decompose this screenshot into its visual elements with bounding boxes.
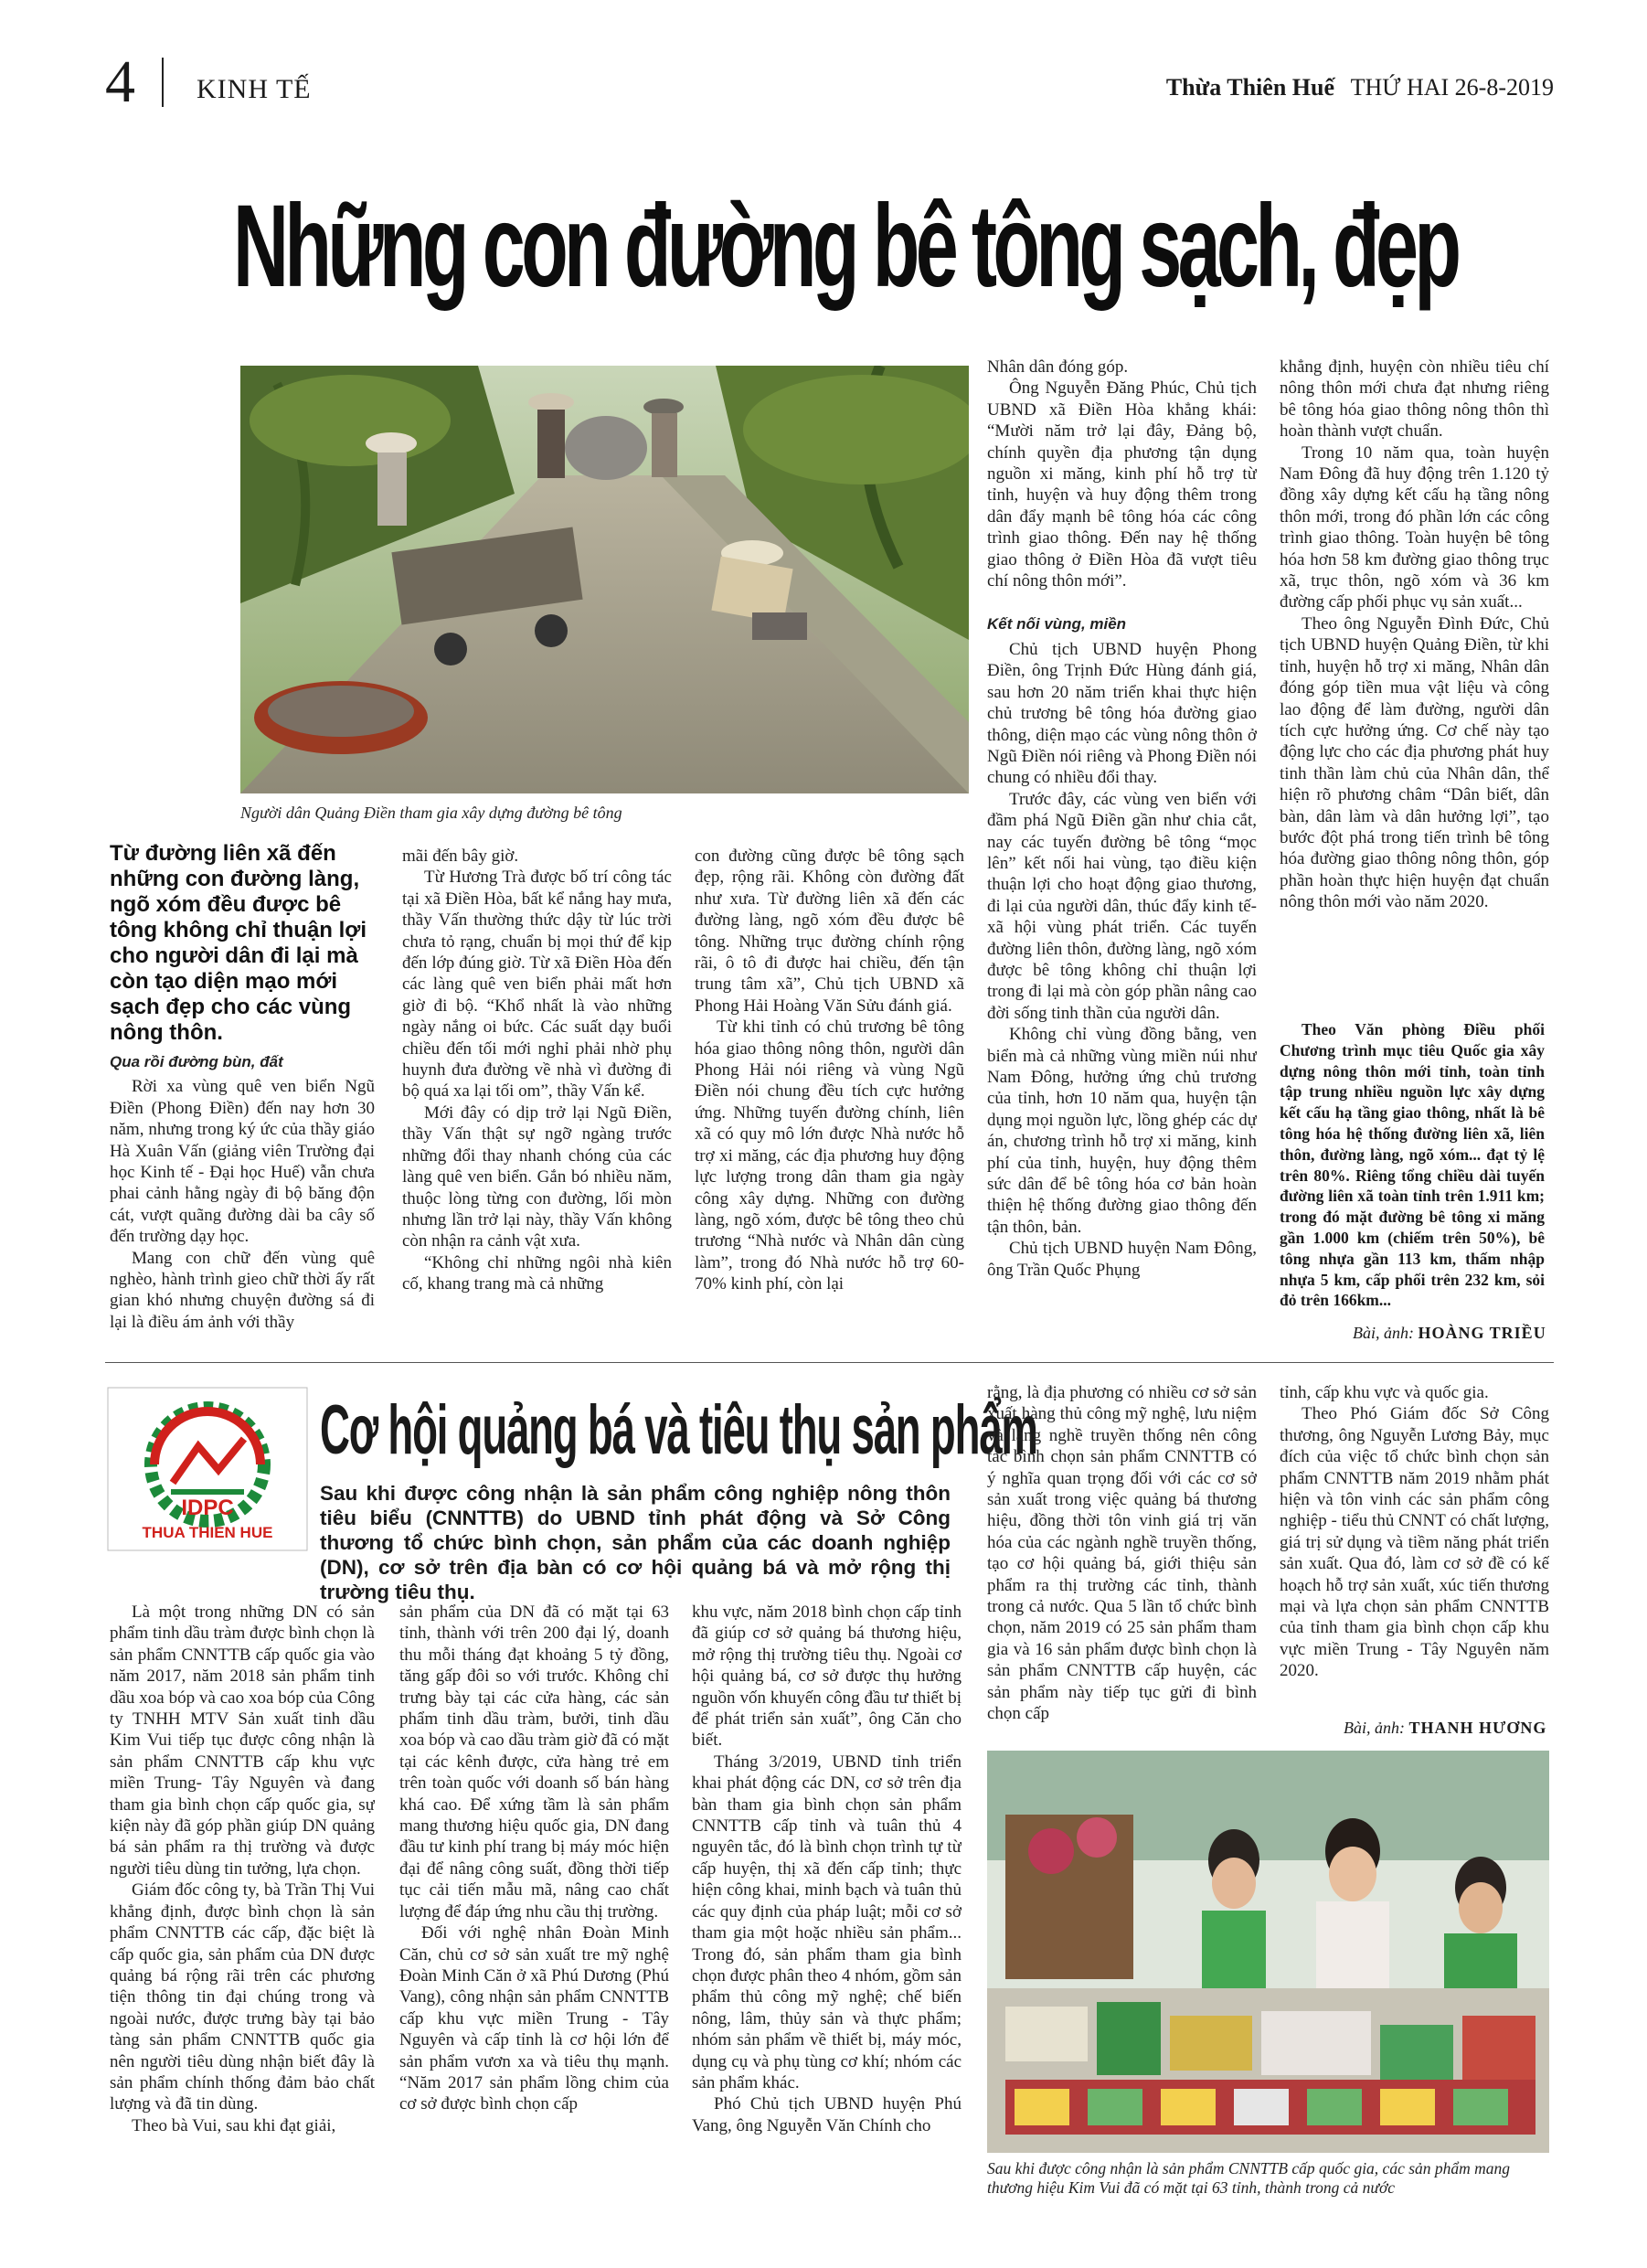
product-stall-illustration <box>987 1751 1549 2153</box>
article-1-headline: Những con đường bê tông sạch, đẹp <box>233 181 1458 312</box>
paragraph: Mang con chữ đến vùng quê nghèo, hành trình gieo chữ thời ấy rất gian khó nhưng chuyện đường sá đi lại là điều ám ảnh với thầy <box>110 1248 375 1332</box>
article-1-column-3 <box>695 846 964 1353</box>
paragraph: Chủ tịch UBND huyện Nam Đông, ông Trần Quốc Phụng <box>987 1239 1257 1280</box>
article-1-column-1 <box>110 1042 375 1344</box>
statistics-box <box>1280 1019 1545 1311</box>
paragraph: Phó Chủ tịch UBND huyện Phú Vang, ông Nguyễn Văn Chính cho <box>692 2094 962 2135</box>
paragraph: Rời xa vùng quê ven biển Ngũ Điền (Phong Điền) đến nay hơn 30 năm, nhưng trong ký ức của thầy giáo Hà Xuân Vấn (giảng viên Trường đại học Kinh tế - Đại học Huế) vẫn chưa phai cảnh hằng ngày đi bộ băng độn cát, vượt quãng đường dài ba cây số đến trường dạy học. <box>110 1077 375 1247</box>
product-stall-photo <box>987 1751 1549 2153</box>
article-2-column-5 <box>1280 1382 1549 1711</box>
page-header <box>105 50 1554 114</box>
article-2-photo-caption: Sau khi được công nhận là sản phẩm CNNTTB cấp quốc gia, các sản phẩm mang thương hiệu Kim Vui đã có mặt tại 63 tỉnh, thành trong cả nước <box>987 2159 1511 2197</box>
issue-date: THỨ HAI 26-8-2019 <box>1350 74 1554 101</box>
subhead: Qua rồi đường bùn, đất <box>110 1053 283 1070</box>
paragraph: khẳng định, huyện còn nhiều tiêu chí nông thôn mới chưa đạt nhưng riêng bê tông hóa giao thông nông thôn thì hoàn thành vượt chuẩn. <box>1280 357 1549 442</box>
paragraph: Từ Hương Trà được bố trí công tác tại xã Điền Hòa, bất kể nắng hay mưa, thầy Vấn thường thức dậy từ lúc trời chưa tỏ rạng, chuẩn bị mọi thứ để kịp đến lớp đúng giờ. Từ xã Điền Hòa đến các làng quê ven biển phải mất hơn giờ đi bộ. “Khổ nhất là vào những ngày nắng oi bức. Các suất dạy buổi chiều đến tối mới nghỉ phải nhờ phụ huynh đưa đường về nhà vì đường đi bộ quá xa lại tối om”, thầy Vấn kể. <box>402 868 672 1102</box>
paragraph: Tháng 3/2019, UBND tỉnh triển khai phát động các DN, cơ sở trên địa bàn tham gia bình chọn sản phẩm CNNTTB cấp tỉnh và tuân thủ 4 nguyên tắc, đó là bình chọn trình tự từ cấp huyện, thị xã đến cấp tỉnh; thực hiện công khai, minh bạch và tuân thủ các quy định của pháp luật; mỗi cơ sở tham gia một hoặc nhiều sản phẩm... Trong đó, sản phẩm tham gia bình chọn được phân theo 4 nhóm, gồm sản phẩm thủ công mỹ nghệ; chế biến nông, lâm, thủy sản và thực phẩm; nhóm sản phẩm về thiết bị, máy móc, dụng cụ và phụ tùng cơ khí; nhóm các sản phẩm khác. <box>692 1752 962 2092</box>
byline-author: THANH HƯƠNG <box>1408 1719 1547 1737</box>
logo-subtext: THUA THIEN HUE <box>142 1524 273 1541</box>
article-2-headline: Cơ hội quảng bá và tiêu thụ sản phẩm <box>320 1391 1037 1469</box>
paragraph: “Không chỉ những ngôi nhà kiên cố, khang trang mà cả những <box>402 1252 672 1294</box>
header-divider <box>162 58 164 107</box>
byline-author: HOÀNG TRIỀU <box>1418 1324 1546 1342</box>
paragraph: Giám đốc công ty, bà Trần Thị Vui khẳng định, được bình chọn là sản phẩm CNNTTB các cấp, đặc biệt là cấp quốc gia, sản phẩm của DN được quảng bá rộng rãi trên các phương tiện thông tin đại chúng trong và ngoài nước, được trưng bày tại bảo tàng sản phẩm CNNTTB quốc gia nên người tiêu dùng nhận biết đây là sản phẩm chính thống đảm bảo chất lượng và đã tin dùng. <box>110 1880 375 2114</box>
article-2-column-1 <box>110 1602 375 2168</box>
article-2-column-4 <box>987 1382 1257 1730</box>
paragraph: Ông Nguyễn Đăng Phúc, Chủ tịch UBND xã Điền Hòa khẳng khái: “Mười năm trở lại đây, Đảng bộ, chính quyền địa phương tận dụng nguồn xi măng, kinh phí hỗ trợ từ tỉnh, huyện và huy động thêm trong dân đẩy mạnh bê tông hóa các công trình giao thông. Đến nay hệ thống giao thông ở Điền Hòa đã vượt tiêu chí nông thôn mới”. <box>987 378 1257 591</box>
paragraph: Mới đây có dịp trở lại Ngũ Điền, thầy Vấn thật sự ngỡ ngàng trước những đổi thay nhanh chóng của các làng quê ven biển. Gắn bó nhiều năm, thuộc lòng từng con đường, lối mòn nhưng lần trở lại này, thầy Vấn không còn nhận ra cảnh vật xưa. <box>402 1102 672 1251</box>
page-number: 4 <box>105 48 135 115</box>
paragraph: Không chỉ vùng đồng bằng, ven biển mà cả những vùng miền núi như Nam Đông, hưởng ứng chủ trương của tỉnh, hơn 10 năm qua, huyện tận dụng mọi nguồn lực, lồng ghép các dự án, chương trình hỗ trợ xi măng, kinh phí của tỉnh, huyện, huy động thêm sức dân để bê tông hóa cơ bản hoàn thiện hệ thống đường giao thông đến tận thôn, bản. <box>987 1025 1257 1237</box>
idpc-logo-graphic <box>107 1387 308 1551</box>
paragraph: rằng, là địa phương có nhiều cơ sở sản xuất hàng thủ công mỹ nghệ, lưu niệm và làng nghề truyền thống nên công tác bình chọn sản phẩm CNNTTB có ý nghĩa quan trọng đối với các cơ sở sản xuất trong việc quảng bá thương hiệu, đồng thời tôn vinh giá trị văn hóa của các ngành nghề truyền thống, tạo cơ hội quảng bá, giới thiệu sản phẩm ra thị trường các tỉnh, thành trong cả nước. Qua 5 lần tổ chức bình chọn, năm 2019 có 25 sản phẩm tham gia và 16 sản phẩm được bình chọn là sản phẩm CNNTTB cấp huyện, các sản phẩm này tiếp tục gửi đi bình chọn cấp <box>987 1383 1257 1724</box>
newspaper-name: Thừa Thiên Huế <box>1165 74 1334 101</box>
article-1-column-5 <box>1280 357 1549 996</box>
article-2-lead: Sau khi được công nhận là sản phẩm công nghiệp nông thôn tiêu biểu (CNNTTB) do UBND tỉnh phát động và Sở Công thương tổ chức bình chọn, sản phẩm của các doanh nghiệp (DN), cơ sở trên địa bàn có cơ hội quảng bá và mở rộng thị trường tiêu thụ. <box>320 1482 951 1603</box>
logo-text: IDPC <box>181 1496 234 1520</box>
paragraph: tỉnh, cấp khu vực và quốc gia. <box>1280 1383 1489 1402</box>
paragraph: khu vực, năm 2018 bình chọn cấp tỉnh đã giúp cơ sở quảng bá thương hiệu, mở rộng thị trường tiêu thụ. Ngoài cơ hội quảng bá, cơ sở được thụ hưởng nguồn vốn khuyến công đầu tư thiết bị để phát triển sản xuất”, ông Căn cho biết. <box>692 1603 962 1751</box>
byline-label: Bài, ảnh: <box>1344 1719 1405 1737</box>
byline-label: Bài, ảnh: <box>1353 1324 1414 1342</box>
paragraph: Là một trong những DN có sản phẩm tinh dầu tràm được bình chọn là sản phẩm CNNTTB cấp quốc gia vào năm 2017, năm 2018 sản phẩm tinh dầu xoa bóp và cao xoa bóp của Công ty TNHH MTV Sản xuất tinh dầu Kim Vui tiếp tục được công nhận là sản phẩm CNNTTB cấp khu vực miền Trung- Tây Nguyên và đang tham gia bình chọn cấp quốc gia, sự kiện này đã góp phần giúp DN quảng bá sản phẩm ra thị trường và được người tiêu dùng tin tưởng, lựa chọn. <box>110 1603 375 1879</box>
paragraph: sản phẩm của DN đã có mặt tại 63 tỉnh, thành với trên 200 đại lý, doanh thu mỗi tháng đạt khoảng 5 tỷ đồng, tăng gấp đôi so với trước. Không chỉ trưng bày tại các cửa hàng, các sản phẩm tinh dầu tràm, bưởi, tinh dầu xoa bóp và cao dầu tràm giờ đã có mặt tại các kênh được, cửa hàng trẻ em trên toàn quốc với doanh số bán hàng khá cao. Để xứng tầm là sản phẩm mang thương hiệu quốc gia, DN đang đầu tư kinh phí trang bị máy móc hiện đại để nâng công suất, đồng thời tiếp tục cải tiến mẫu mã, nâng cao chất lượng để đáp ứng nhu cầu thị trường. <box>399 1603 669 1922</box>
paragraph: con đường cũng được bê tông sạch đẹp, rộng rãi. Không còn đường đất như xưa. Từ đường liên xã đến các đường làng, ngõ xóm đều được bê tông. Những trục đường chính rộng rãi, ô tô đi được hai chiều, đến tận trung tâm xã”, Chủ tịch UBND xã Phong Hải Hoàng Văn Sửu đánh giá. <box>695 847 964 1016</box>
article-2-column-3 <box>692 1602 962 2168</box>
article-1-lead: Từ đường liên xã đến những con đường làng, ngõ xóm đều được bê tông không chỉ thuận lợi cho người dân đi lại mà còn tạo diện mạo mới sạch đẹp cho các vùng nông thôn. <box>110 841 367 1045</box>
paragraph: Theo Phó Giám đốc Sở Công thương, ông Nguyễn Lương Bảy, mục đích của việc tổ chức bình chọn sản phẩm CNNTTB năm 2019 nhằm phát hiện và tôn vinh các sản phẩm công nghiệp - tiểu thủ CNNT có chất lượng, giá trị sử dụng và tiềm năng phát triển sản xuất. Qua đó, làm cơ sở đề có kế hoạch hỗ trợ sản xuất, xúc tiến thương mại và lựa chọn sản phẩm CNNTTB của tỉnh tham gia bình chọn cấp khu vực miền Trung - Tây Nguyên năm 2020. <box>1280 1404 1549 1681</box>
article-divider <box>105 1362 1554 1363</box>
article-1-column-4 <box>987 357 1257 1353</box>
paragraph: Từ khi tỉnh có chủ trương bê tông hóa giao thông nông thôn, người dân Phong Hải nói riêng và vùng Ngũ Điền nói chung đều tích cực hưởng ứng. Những tuyến đường chính, liên xã có quy mô lớn được Nhà nước hỗ trợ xi măng, các địa phương huy động lực lượng trong dân tham gia ngày công xây dựng. Những con đường làng, ngõ xóm, được bê tông theo chủ trương “Nhà nước và Nhân dân cùng làm”, trong đó Nhà nước hỗ trợ 60-70% kinh phí, còn lại <box>695 1017 964 1294</box>
paragraph: Trước đây, các vùng ven biển với đầm phá Ngũ Điền gần như chia cắt, nay các tuyến đường bê tông “mọc lên” kết nối hai vùng, tạo điều kiện thuận lợi cho hoạt động giao thương, đi lại của người dân, thúc đẩy kinh tế-xã hội vùng phát triển. Các tuyến đường liên thôn, đường làng, ngõ xóm được bê tông không chỉ thuận lợi trong đi lại mà còn góp phần nâng cao đời sống tinh thần của người dân. <box>987 789 1257 1023</box>
paragraph: Đối với nghệ nhân Đoàn Minh Căn, chủ cơ sở sản xuất tre mỹ nghệ Đoàn Minh Căn ở xã Phú Dương (Phú Vang), công nhận sản phẩm CNNTTB cấp khu vực miền Trung - Tây Nguyên và cấp tỉnh là cơ hội lớn để sản phẩm vươn xa và tiêu thụ mạnh. “Năm 2017 sản phẩm lồng chim của cơ sở được bình chọn cấp <box>399 1923 669 2114</box>
paragraph: mãi đến bây giờ. <box>402 847 519 866</box>
idpc-logo <box>107 1387 308 1551</box>
paragraph: Nhân dân đóng góp. <box>987 357 1129 377</box>
paragraph: Theo bà Vui, sau khi đạt giải, <box>132 2115 336 2135</box>
section-name: KINH TẾ <box>197 74 312 104</box>
article-2-column-2 <box>399 1602 669 2168</box>
paragraph: Chủ tịch UBND huyện Phong Điền, ông Trịnh Đức Hùng đánh giá, sau hơn 20 năm triển khai thực hiện chủ trương bê tông hóa đường giao thông, diện mạo các vùng nông thôn ở Ngũ Điền nói riêng và Phong Điền nói chung có nhiều đổi thay. <box>987 639 1257 788</box>
article-1-column-2 <box>402 846 672 1353</box>
paragraph: Trong 10 năm qua, toàn huyện Nam Đông đã huy động trên 1.120 tỷ đồng xây dựng kết cấu hạ tầng nông thôn mới, trong đó phần lớn các công trình giao thông. Toàn huyện bê tông hóa hơn 58 km đường giao thông trục xã, trục thôn, ngõ xóm và 36 km đường cấp phối phục vụ sản xuất... <box>1280 442 1549 612</box>
road-construction-illustration <box>240 366 969 793</box>
article-1-byline <box>1353 1324 1546 1343</box>
article-1-photo-caption: Người dân Quảng Điền tham gia xây dựng đường bê tông <box>240 804 622 822</box>
article-2-byline <box>1344 1719 1546 1738</box>
statistics-text: Theo Văn phòng Điều phối Chương trình mục tiêu Quốc gia xây dựng nông thôn mới tỉnh, toàn tỉnh tập trung nhiều nguồn lực xây dựng kết cấu hạ tầng giao thông, nhất là bê tông hóa hệ thống đường liên xã, liên thôn, đường làng, ngõ xóm... đạt tỷ lệ trên 80%. Riêng tổng chiều dài tuyến đường liên xã toàn tỉnh trên 1.911 km; trong đó mặt đường bê tông xi măng gần 1.000 km (chiếm trên 50%), bê tông nhựa gần 113 km, thấm nhập nhựa 5 km, cấp phối trên 232 km, sỏi đỏ trên 166km... <box>1280 1020 1545 1310</box>
road-construction-photo <box>240 366 969 793</box>
paragraph: Theo ông Nguyễn Đình Đức, Chủ tịch UBND huyện Quảng Điền, từ khi tỉnh, huyện hỗ trợ xi măng, Nhân dân đóng góp tiền mua vật liệu và công lao động để làm đường, người dân tích cực hưởng ứng. Cơ chế này tạo động lực cho các địa phương phát huy tinh thần làm chủ của Nhân dân, thể hiện rõ phương châm “Dân biết, dân bàn, dân làm và dân hưởng lợi”, tạo bước đột phá trong tiến trình bê tông hóa đường giao thông nông thôn, góp phần hoàn thực hiện huyện đạt chuẩn nông thôn mới vào năm 2020. <box>1280 613 1549 912</box>
subhead: Kết nối vùng, miền <box>987 615 1127 634</box>
